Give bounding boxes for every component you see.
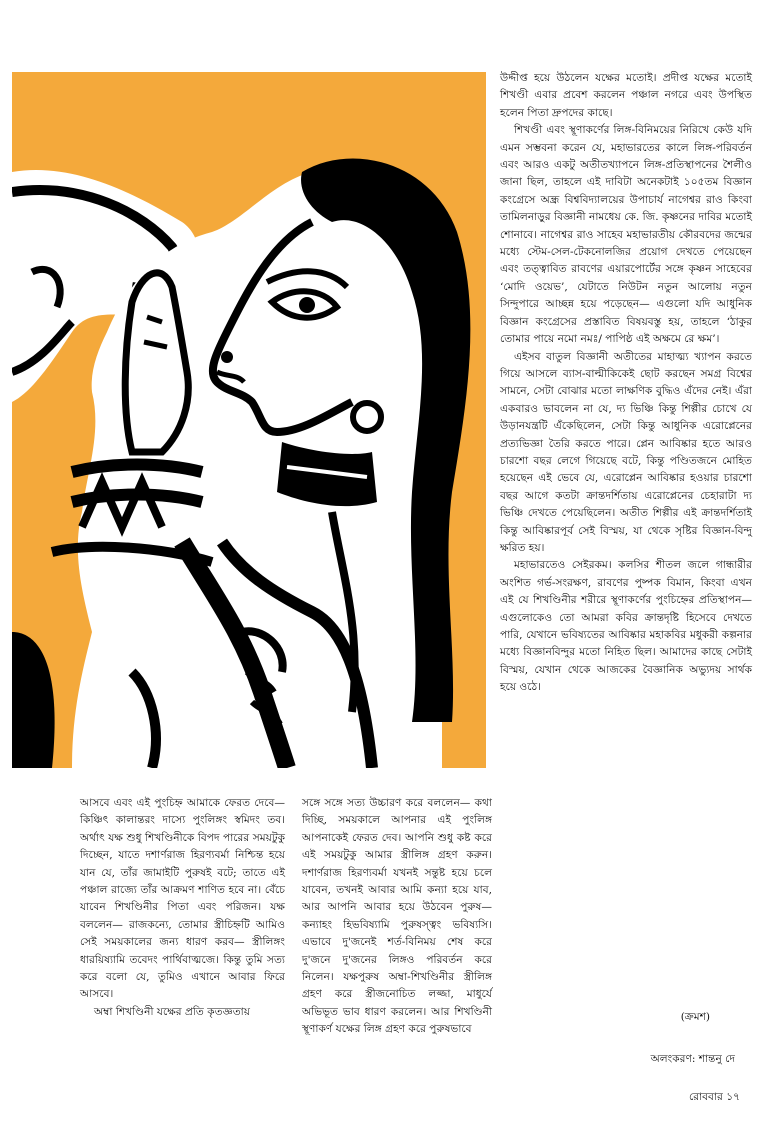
continued-label: (ক্রমশ): [680, 1011, 710, 1023]
paragraph: অম্বা শিখণ্ডিনী যক্ষের প্রতি কৃতজ্ঞতায়: [94, 1005, 250, 1018]
woman-illustration-art: [12, 72, 486, 768]
illustration: [12, 72, 486, 768]
paragraph: শিখণ্ডী এবং স্থূণাকর্ণের লিঙ্গ-বিনিময়ের নিরিখে কেউ যদি এমন সম্ভবনা করেন যে, মহাভারতের কালে লিঙ্গ-পরিবর্তন এবং আরও একটু অতীতখ্যাপনে লিঙ্গ-প্রতিস্থাপনের শৈলীও জানা ছিল, তাহলে এই দাবিটা অনেকটাই ১০৫তম বিজ্ঞান কংগ্রেসে অন্ধ্র বিশ্ববিদ্যালয়ের উপাচার্য নাগেশ্বর রাও কিংবা তামিলনাড়ুর বিজ্ঞানী নামধেয় কে. জি. কৃষ্ণনের দাবির মতোই শোনাবে। নাগেশ্বর রাও সাহেব মহাভারতীয় কৌরবদের জন্মের মধ্যে স্টেম-সেল-টেকনোলজির প্রয়োগ দেখতে পেয়েছেন এবং তত্ত্বাবিত রাবণের এয়ারপোর্টের সঙ্গে কৃষ্ণন সাহেবের ‘মোদি ওয়েভ’, যেটাতে নিউটন নতুন আলোয় নতুন সিন্দুপারে আচ্ছন্ন হয়ে পড়েছেন— এগুলো যদি আধুনিক বিজ্ঞান কংগ্রেসের প্রস্তাবিত বিষয়বস্তু হয়, তাহলে ‘ঠাকুর তোমার পায়ে নমো নমঃ/ পাপিষ্ঠ এই অক্ষমে রে ক্ষম’।: [500, 124, 752, 346]
paragraph: এইসব বাতুল বিজ্ঞানী অতীতের মাহাত্ম্য খ্যাপন করতে গিয়ে আসলে ব্যাস-বাল্মীকিকেই ছোট করছেন সমগ্র বিশ্বের সামনে, সেটা বোঝার মতো লাক্ষণিক বুদ্ধিও এঁদের নেই। এঁরা একবারও ভাবলেন না যে, দ্য ভিঞ্চি কিন্তু শিল্পীর চোখে যে উড়ানযন্ত্রটি এঁকেছিলেন, সেটা কিন্তু আধুনিক এরোপ্লেনের প্রত্যভিজ্ঞা তৈরি করতে পারে। প্লেন আবিষ্কার হতে আরও চারশো বছর লেগে গিয়েছে বটে, কিন্তু পণ্ডিতজনে মোহিত হয়েছেন এই ভেবে যে, এরোপ্লেন আবিষ্কার হওয়ার চারশো বছর আগে কতটা ক্রান্তদর্শিতায় এরোপ্লেনের চেহারাটা দ্য ভিঞ্চি দেখতে পেয়েছিলেন। অতীত শিল্পীর এই ক্রান্তদর্শিতাই কিন্তু আবিষ্কারপূর্ব সেই বিস্ময়, যা থেকে সৃষ্টির বিজ্ঞান-বিন্দু ক্ষরিত হয়।: [500, 350, 752, 554]
illustration-credit: অলংকরণ: শান্তনু দে: [650, 1053, 735, 1065]
left-column: [80, 795, 285, 1021]
middle-column: [302, 795, 492, 1039]
paragraph: আসবে এবং এই পুংচিহ্ন আমাকে ফেরত দেবে— কিঞ্চিৎ কালান্তরং দাস্যে পুংলিঙ্গং স্বমিদং তব। অর্থাৎ যক্ষ শুধু শিখণ্ডিনীকে বিপদ পারের সময়টুকু দিচ্ছেন, যাতে দশার্ণরাজ হিরণ্যবর্মা নিশ্চিন্ত হয়ে যান যে, তাঁর জামাইটি পুরুষই বটে; তাতে এই পঞ্চাল রাজ্যে তাঁর আক্রমণ শাণিত হবে না। বেঁচে যাবেন শিখণ্ডিনীর পিতা এবং পরিজন। যক্ষ বললেন— রাজকন্যে, তোমার স্ত্রীচিহ্নটি আমিও সেই সময়কালের জন্য ধারণ করব— স্ত্রীলিঙ্গং ধারয়িষ্যামি তবেদং পার্থিবাত্মজে। কিন্তু তুমি সত্য করে বলো যে, তুমিও এখানে আবার ফিরে আসবে।: [80, 797, 285, 1001]
paragraph: উদ্দীপ্ত হয়ে উঠলেন যক্ষের মতোই। প্রদীপ্ত যক্ষের মতোই শিখণ্ডী এবার প্রবেশ করলেন পঞ্চাল নগরে এবং উপস্থিত হলেন পিতা দ্রুপদের কাছে।: [500, 72, 752, 119]
right-column: [500, 70, 752, 697]
paragraph: সঙ্গে সঙ্গে সত্য উচ্চারণ করে বললেন— কথা দিচ্ছি, সময়কালে আপনার এই পুংলিঙ্গ আপনাকেই ফেরত দেব। আপনি শুধু কষ্ট করে এই সময়টুকু আমার স্ত্রীলিঙ্গ গ্রহণ করুন। দশার্ণরাজ হিরণ্যবর্মা যখনই সন্তুষ্ট হয়ে চলে যাবেন, তখনই আবার আমি কন্যা হয়ে যাব, আর আপনি আবার হয়ে উঠবেন পুরুষ— কন্যাহং হিভবিষ্যামি পুরুষস্ত্বং ভবিষ্যসি। এভাবে দু'জনেই শর্ত-বিনিময় শেষ করে দু'জনে দু'জনের লিঙ্গও পরিবর্তন করে নিলেন। যক্ষপুরুষ অম্বা-শিখণ্ডিনীর স্ত্রীলিঙ্গ গ্রহণ করে স্ত্রীজনোচিত লজ্জা, মাধুর্যে অভিভূত ভাব ধারণ করলেন। আর শিখণ্ডিনী স্থূণাকর্ণ যক্ষের লিঙ্গ গ্রহণ করে পুরুষভাবে: [302, 797, 492, 1036]
page-folio: রোববার ১৭: [688, 1091, 740, 1103]
paragraph: মহাভারতেও সেইরকম। কলসির শীতল জলে গান্ধারীর অংশিত গর্ভ-সংরক্ষণ, রাবণের পুষ্পক বিমান, কিংবা এখন এই যে শিখণ্ডিনীর শরীরে স্থূণাকর্ণের পুংচিহ্নের প্রতিস্থাপন— এগুলোকেও তো আমরা কবির ক্রান্তদৃষ্টি হিসেবে দেখতে পারি, যেখানে ভবিষ্যতের আবিষ্কার মহাকবির মধুকরী কল্পনার মধ্যে বিজ্ঞানবিন্দুর মতো নিহিত ছিল। আমাদের কাছে সেটাই বিস্ময়, যেখান থেকে আজকের বৈজ্ঞানিক অভ্যুদয় সার্থক হয়ে ওঠে।: [500, 559, 752, 694]
